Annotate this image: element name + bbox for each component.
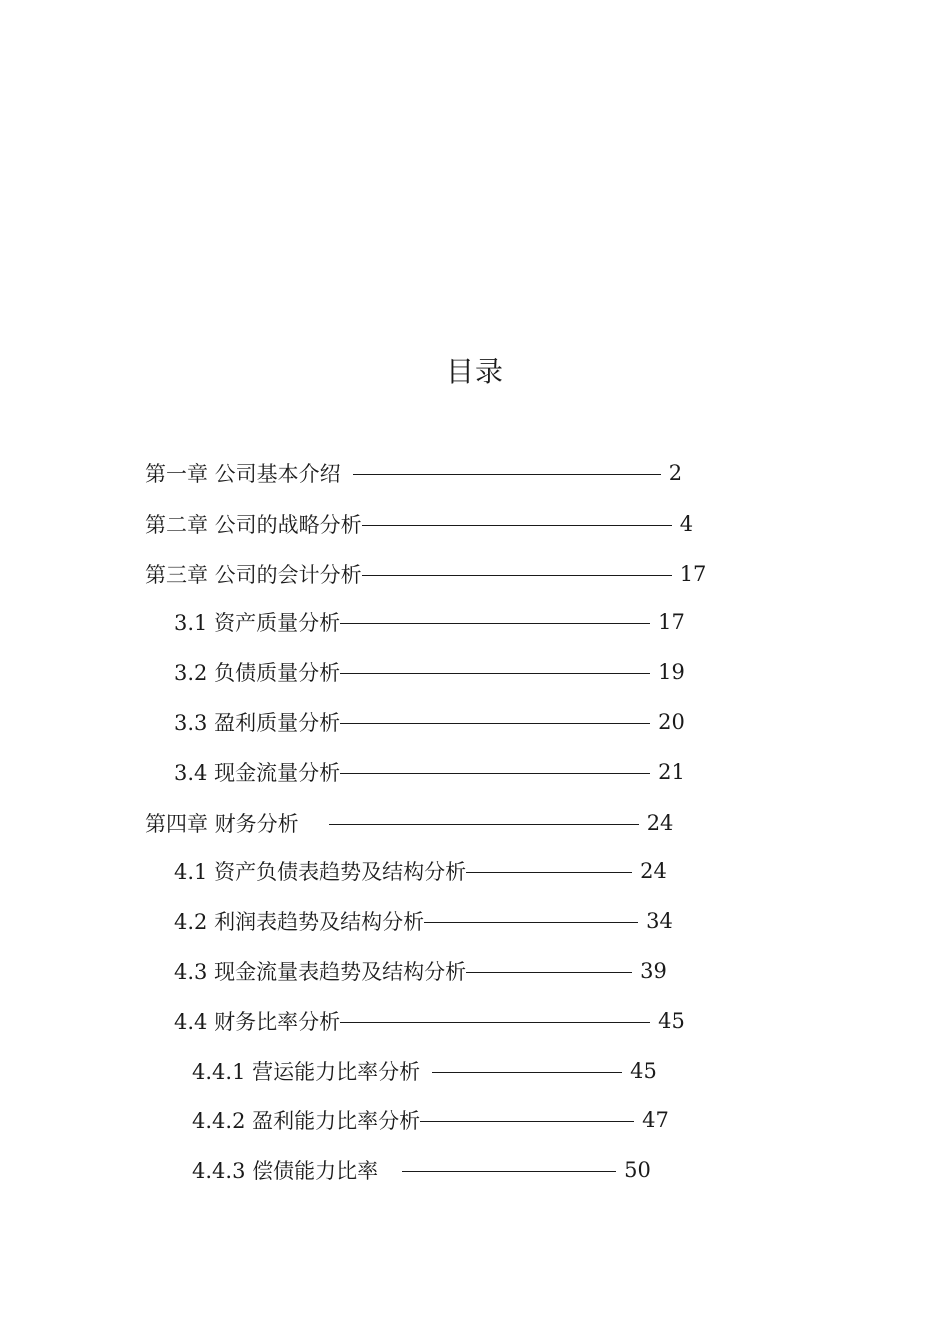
toc-entry-page: 45	[630, 1059, 657, 1083]
toc-entry-page: 39	[640, 959, 667, 983]
toc-entry-label: 3.1 资产质量分析	[174, 611, 341, 635]
toc-leader-line	[362, 525, 672, 526]
toc-entry-page: 47	[642, 1108, 669, 1132]
toc-entry-label: 4.1 资产负债表趋势及结构分析	[174, 860, 467, 884]
toc-entry-page: 20	[658, 710, 685, 734]
toc-leader-line	[362, 575, 672, 576]
toc-leader-line	[466, 872, 632, 873]
toc-leader-line	[432, 1072, 622, 1073]
toc-leader-line	[420, 1121, 634, 1122]
toc-entry-label: 3.2 负债质量分析	[174, 661, 341, 685]
toc-entry-page: 34	[646, 909, 673, 933]
toc-leader-line	[340, 723, 650, 724]
toc-entry-label: 4.3 现金流量表趋势及结构分析	[174, 960, 467, 984]
toc-leader-line	[329, 824, 639, 825]
toc-entry-label: 第一章 公司基本介绍	[145, 462, 341, 486]
toc-entry-label: 3.3 盈利质量分析	[174, 711, 341, 735]
toc-leader-line	[340, 623, 650, 624]
toc-entry[interactable]	[174, 757, 685, 787]
toc-entry-page: 50	[624, 1158, 651, 1182]
toc-entry[interactable]	[174, 607, 685, 637]
toc-entry[interactable]	[145, 559, 706, 589]
toc-entry-page: 24	[640, 859, 667, 883]
toc-entry-page: 21	[658, 760, 685, 784]
toc-entry-label: 4.4.3 偿债能力比率	[192, 1159, 379, 1183]
toc-entry-page: 45	[658, 1009, 685, 1033]
toc-entry[interactable]	[145, 509, 693, 539]
toc-entry-page: 2	[668, 461, 683, 485]
toc-leader-line	[424, 922, 638, 923]
toc-entry-page: 17	[658, 610, 685, 634]
toc-leader-line	[340, 673, 650, 674]
toc-entry[interactable]	[174, 956, 667, 986]
toc-leader-line	[402, 1171, 616, 1172]
toc-entry-page: 19	[658, 660, 685, 684]
toc-entry[interactable]	[145, 808, 673, 838]
toc-entry-label: 3.4 现金流量分析	[174, 761, 341, 785]
toc-leader-line	[340, 1022, 650, 1023]
toc-title: 目录	[445, 355, 504, 388]
toc-leader-line	[353, 474, 661, 475]
toc-entry[interactable]	[174, 856, 667, 886]
toc-entry-label: 4.4 财务比率分析	[174, 1010, 341, 1034]
toc-entry-label: 第四章 财务分析	[145, 812, 299, 836]
toc-leader-line	[466, 972, 632, 973]
toc-entry-page: 4	[679, 512, 694, 536]
toc-entry-label: 第三章 公司的会计分析	[145, 563, 362, 587]
toc-entry-label: 4.4.2 盈利能力比率分析	[192, 1109, 421, 1133]
toc-entry-page: 17	[679, 562, 707, 586]
toc-entry[interactable]	[192, 1056, 657, 1086]
toc-entry-label: 第二章 公司的战略分析	[145, 513, 362, 537]
toc-entry[interactable]	[174, 906, 673, 936]
toc-leader-line	[340, 773, 650, 774]
toc-entry[interactable]	[192, 1105, 669, 1135]
toc-entry[interactable]	[174, 657, 685, 687]
toc-entry[interactable]	[174, 707, 685, 737]
toc-entry-label: 4.2 利润表趋势及结构分析	[174, 910, 425, 934]
toc-entry[interactable]	[192, 1155, 651, 1185]
toc-entry[interactable]	[174, 1006, 685, 1036]
toc-entry-label: 4.4.1 营运能力比率分析	[192, 1060, 421, 1084]
toc-entry[interactable]	[145, 458, 682, 488]
toc-entry-page: 24	[646, 811, 674, 835]
